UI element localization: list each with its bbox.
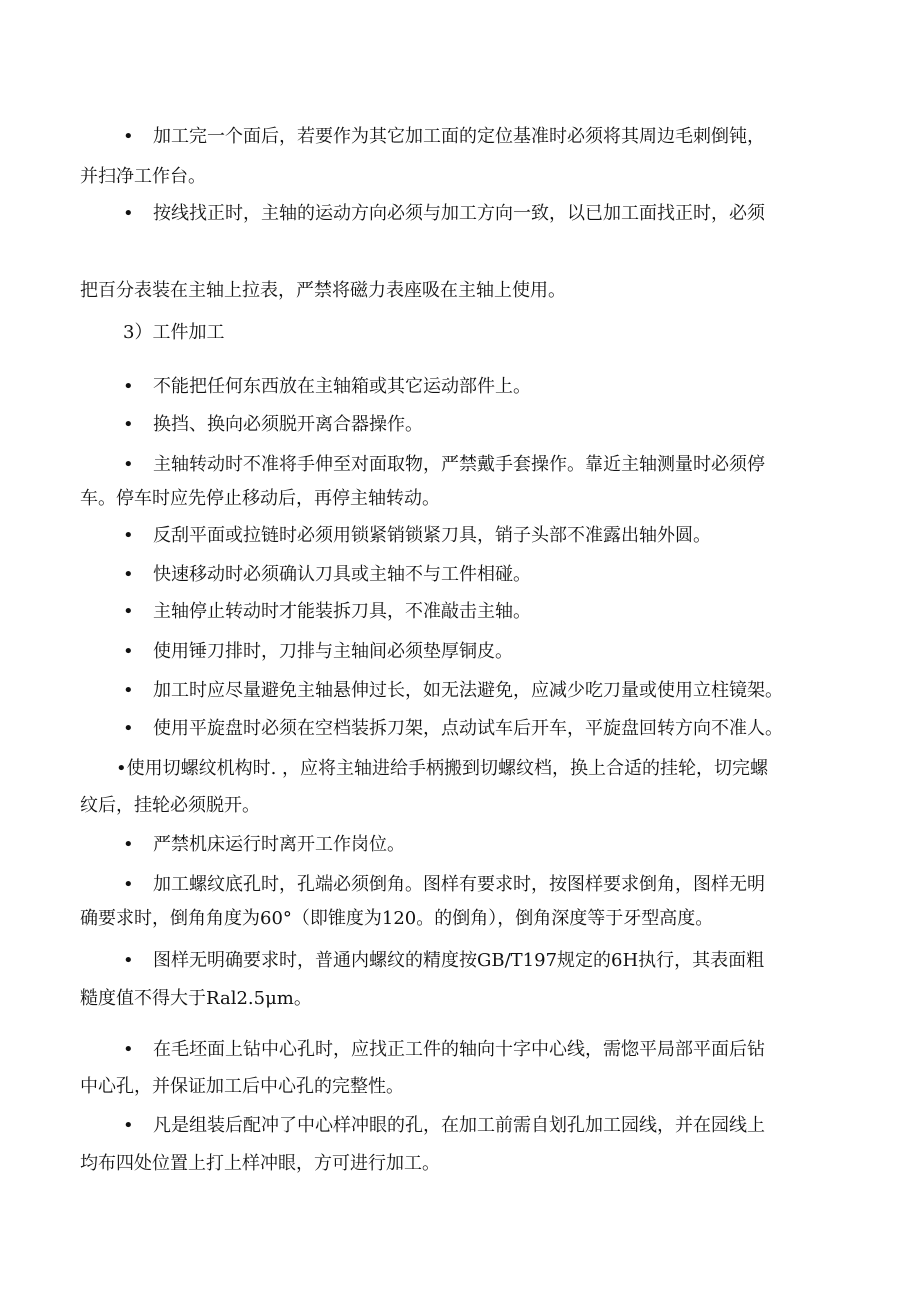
paragraph-line: • 加工时应尽量避免主轴悬伸过长，如无法避免，应减少吃刀量或使用立柱镜架。 [123,680,783,701]
bullet: • [123,680,134,701]
bullet: • [123,525,134,546]
bullet: • [123,564,134,585]
paragraph-line: • 主轴转动时不准将手伸至对面取物，严禁戴手套操作。靠近主轴测量时必须停 [123,454,765,475]
paragraph-line: • 使用锤刀排时，刀排与主轴间必须垫厚铜皮。 [123,641,513,662]
paragraph-line: • 快速移动时必须确认刀具或主轴不与工件相碰。 [123,564,531,585]
bullet: • [123,1039,134,1060]
paragraph-line: • 按线找正时，主轴的运动方向必须与加工方向一致，以已加工面找正时，必须 [123,203,765,224]
paragraph-line: • 反刮平面或拉链时必须用锁紧销锁紧刀具，销子头部不准露出轴外圆。 [123,525,711,546]
paragraph-line: • 不能把任何东西放在主轴箱或其它运动部件上。 [123,376,531,397]
bullet: • [123,126,134,147]
paragraph-line: • 图样无明确要求时，普通内螺纹的精度按GB/T197规定的6H执行，其表面粗 [123,950,765,971]
paragraph-line: •使用切螺纹机构时. ，应将主轴进给手柄搬到切螺纹档，换上合适的挂轮，切完螺 [116,758,769,779]
paragraph-line: 均布四处位置上打上样冲眼，方可进行加工。 [80,1153,440,1174]
bullet: • [123,641,134,662]
bullet: • [123,414,134,435]
paragraph-line: • 在毛坯面上钻中心孔时，应找正工件的轴向十字中心线，需惚平局部平面后钻 [123,1039,765,1060]
bullet: • [123,874,134,895]
bullet: • [123,203,134,224]
bullet: • [123,376,134,397]
paragraph-line: 纹后，挂轮必须脱开。 [80,795,260,816]
paragraph-line: 并扫净工作台。 [80,166,206,187]
paragraph-line: 车。停车时应先停止移动后，再停主轴转动。 [80,488,440,509]
paragraph-line: 糙度值不得大于Ral2.5μm。 [80,988,312,1009]
paragraph-line: • 换挡、换向必须脱开离合器操作。 [123,414,423,435]
paragraph-line: • 严禁机床运行时离开工作岗位。 [123,834,405,855]
bullet: • [123,718,134,739]
bullet: • [123,454,134,475]
paragraph-line: • 加工完一个面后，若要作为其它加工面的定位基准时必须将其周边毛刺倒钝， [123,126,765,147]
bullet: • [123,601,134,622]
paragraph-line: 中心孔，并保证加工后中心孔的完整性。 [80,1076,404,1097]
paragraph-line: • 加工螺纹底孔时，孔端必须倒角。图样有要求时，按图样要求倒角，图样无明 [123,874,765,895]
paragraph-line: • 凡是组装后配冲了中心样冲眼的孔，在加工前需自划孔加工园线，并在园线上 [123,1115,765,1136]
paragraph-line: 把百分表装在主轴上拉表，严禁将磁力表座吸在主轴上使用。 [80,280,566,301]
paragraph-line: 确要求时，倒角角度为60°（即锥度为120。的倒角），倒角深度等于牙型高度。 [80,908,714,929]
paragraph-line: • 使用平旋盘时必须在空档装拆刀架，点动试车后开车，平旋盘回转方向不准人。 [123,718,783,739]
bullet: • [123,1115,134,1136]
section-heading: 3）工件加工 [123,322,225,343]
bullet: • [123,834,134,855]
bullet: • [123,950,134,971]
paragraph-line: • 主轴停止转动时才能装拆刀具，不准敲击主轴。 [123,601,531,622]
